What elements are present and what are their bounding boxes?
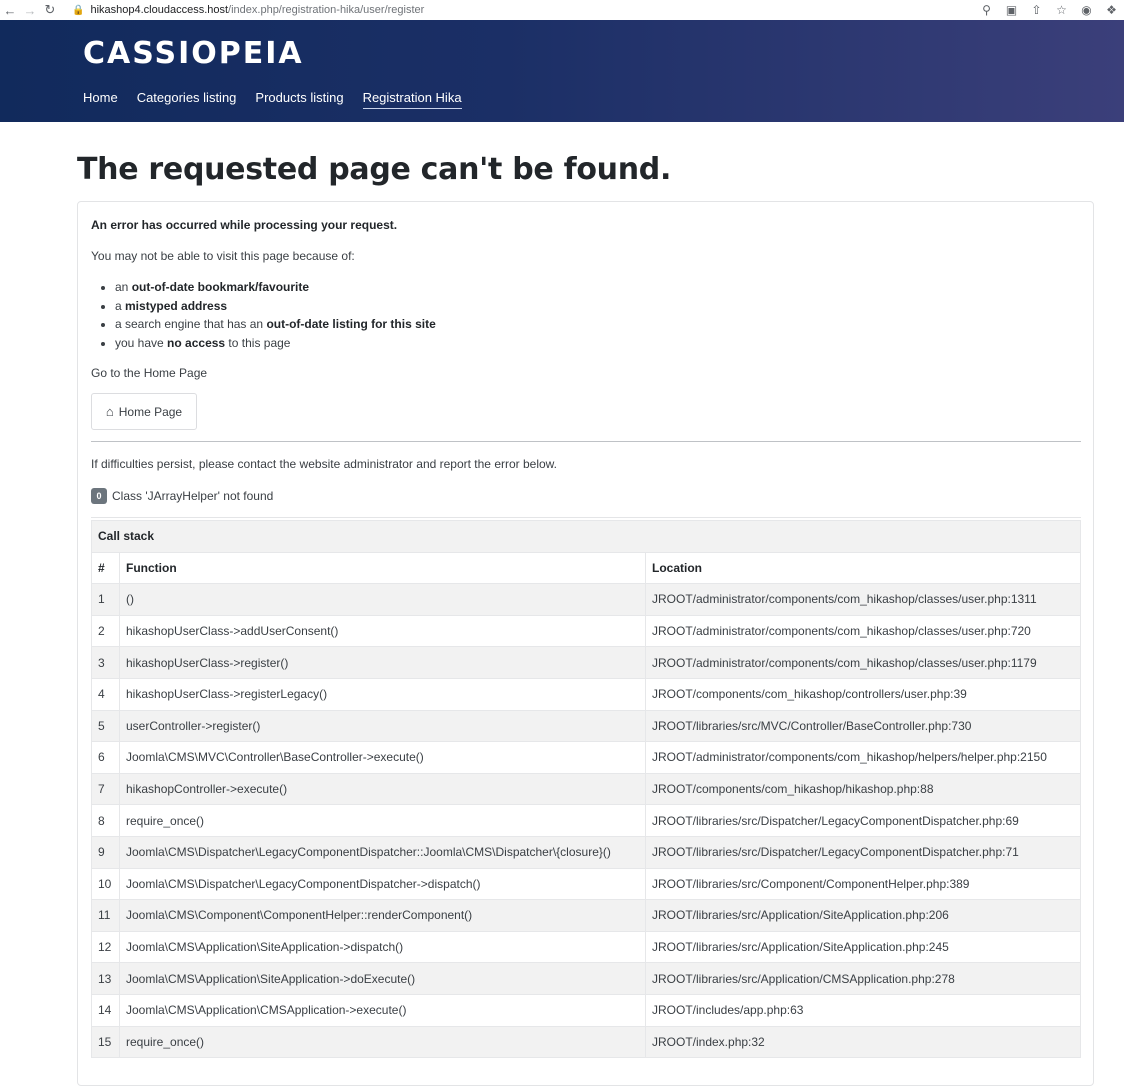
row-number: 5 <box>92 710 120 742</box>
divider <box>91 517 1081 518</box>
column-header-number: # <box>92 552 120 584</box>
column-header-location: Location <box>646 552 1081 584</box>
star-icon[interactable]: ☆ <box>1056 3 1067 17</box>
call-stack-body <box>92 584 1081 1058</box>
row-number: 10 <box>92 868 120 900</box>
main-menu <box>83 90 462 109</box>
menu-item-home[interactable]: Home <box>83 90 118 105</box>
camera-icon[interactable]: ◉ <box>1081 3 1092 17</box>
list-item: • a search engine that has an out-of-date listing for this site <box>115 315 436 334</box>
row-function: hikashopUserClass->register() <box>120 647 646 679</box>
row-number: 3 <box>92 647 120 679</box>
puzzle-icon[interactable]: ❖ <box>1106 3 1117 17</box>
row-location: JROOT/components/com_hikashop/controllers/user.php:39 <box>646 678 1081 710</box>
row-location: JROOT/administrator/components/com_hikashop/classes/user.php:720 <box>646 615 1081 647</box>
reason-intro: You may not be able to visit this page because of: <box>91 249 355 263</box>
row-location: JROOT/index.php:32 <box>646 1026 1081 1058</box>
row-number: 9 <box>92 836 120 868</box>
reason-list <box>90 278 436 352</box>
row-function: Joomla\CMS\MVC\Controller\BaseController->execute() <box>120 742 646 774</box>
error-message-line <box>91 488 273 504</box>
key-icon[interactable]: ⚲ <box>982 3 991 17</box>
row-number: 15 <box>92 1026 120 1058</box>
menu-item-registration-hika[interactable]: Registration Hika <box>363 90 462 109</box>
table-row <box>92 868 1081 900</box>
reload-icon[interactable]: ↻ <box>44 2 56 17</box>
browser-actions <box>974 0 1124 20</box>
row-number: 1 <box>92 584 120 616</box>
column-header-function: Function <box>120 552 646 584</box>
row-location: JROOT/administrator/components/com_hikashop/helpers/helper.php:2150 <box>646 742 1081 774</box>
back-arrow-icon[interactable]: ← <box>3 2 17 18</box>
site-header <box>0 20 1124 122</box>
table-header-row <box>92 552 1081 584</box>
row-location: JROOT/administrator/components/com_hikashop/classes/user.php:1179 <box>646 647 1081 679</box>
row-location: JROOT/components/com_hikashop/hikashop.php:88 <box>646 773 1081 805</box>
table-row <box>92 836 1081 868</box>
table-row <box>92 994 1081 1026</box>
table-row <box>92 678 1081 710</box>
call-stack-caption: Call stack <box>92 521 1081 553</box>
row-location: JROOT/libraries/src/MVC/Controller/BaseController.php:730 <box>646 710 1081 742</box>
row-location: JROOT/libraries/src/Dispatcher/LegacyComponentDispatcher.php:71 <box>646 836 1081 868</box>
url-host: hikashop4.cloudaccess.host <box>90 4 229 16</box>
table-row <box>92 931 1081 963</box>
row-function: hikashopUserClass->registerLegacy() <box>120 678 646 710</box>
list-item: • you have no access to this page <box>115 334 436 353</box>
table-row <box>92 805 1081 837</box>
row-location: JROOT/libraries/src/Application/SiteApplication.php:206 <box>646 900 1081 932</box>
lock-icon: 🔒 <box>72 4 85 16</box>
site-brand[interactable]: CASSIOPEIA <box>83 36 304 71</box>
error-code-badge: 0 <box>91 488 107 504</box>
table-row <box>92 742 1081 774</box>
row-number: 12 <box>92 931 120 963</box>
goto-home-text: Go to the Home Page <box>91 366 208 380</box>
page-title: The requested page can't be found. <box>77 152 672 187</box>
table-caption-row <box>92 521 1081 553</box>
table-row <box>92 963 1081 995</box>
error-lead: An error has occurred while processing your request. <box>91 218 398 232</box>
home-icon: ⌂ <box>105 404 114 419</box>
row-location: JROOT/libraries/src/Dispatcher/LegacyComponentDispatcher.php:69 <box>646 805 1081 837</box>
row-function: Joomla\CMS\Application\CMSApplication->execute() <box>120 994 646 1026</box>
row-number: 7 <box>92 773 120 805</box>
table-row <box>92 647 1081 679</box>
row-location: JROOT/administrator/components/com_hikashop/classes/user.php:1311 <box>646 584 1081 616</box>
row-number: 2 <box>92 615 120 647</box>
table-row <box>92 900 1081 932</box>
row-function: Joomla\CMS\Component\ComponentHelper::renderComponent() <box>120 900 646 932</box>
home-page-button[interactable] <box>91 393 197 430</box>
share-icon[interactable]: ⇧ <box>1031 3 1042 17</box>
forward-arrow-icon[interactable]: → <box>23 2 37 18</box>
row-function: Joomla\CMS\Application\SiteApplication->doExecute() <box>120 963 646 995</box>
row-function: userController->register() <box>120 710 646 742</box>
menu-item-categories-listing[interactable]: Categories listing <box>136 90 237 105</box>
browser-toolbar <box>0 0 1124 20</box>
table-row <box>92 710 1081 742</box>
row-number: 14 <box>92 994 120 1026</box>
row-function: Joomla\CMS\Dispatcher\LegacyComponentDispatcher::Joomla\CMS\Dispatcher\{closure}() <box>120 836 646 868</box>
table-row <box>92 1026 1081 1058</box>
row-number: 6 <box>92 742 120 774</box>
row-number: 8 <box>92 805 120 837</box>
list-item: • an out-of-date bookmark/favourite <box>115 278 436 297</box>
row-location: JROOT/libraries/src/Component/ComponentHelper.php:389 <box>646 868 1081 900</box>
row-function: Joomla\CMS\Application\SiteApplication->dispatch() <box>120 931 646 963</box>
row-number: 11 <box>92 900 120 932</box>
persist-text: If difficulties persist, please contact the website administrator and report the error below. <box>91 457 558 471</box>
row-location: JROOT/includes/app.php:63 <box>646 994 1081 1026</box>
row-function: require_once() <box>120 805 646 837</box>
row-number: 13 <box>92 963 120 995</box>
url-path: /index.php/registration-hika/user/register <box>228 4 425 16</box>
row-number: 4 <box>92 678 120 710</box>
row-function: () <box>120 584 646 616</box>
row-location: JROOT/libraries/src/Application/CMSApplication.php:278 <box>646 963 1081 995</box>
home-page-button-label: Home Page <box>118 404 183 419</box>
menu-item-products-listing[interactable]: Products listing <box>255 90 344 105</box>
error-message: Class 'JArrayHelper' not found <box>112 489 274 503</box>
address-bar[interactable] <box>72 4 424 16</box>
error-card <box>77 201 1094 1086</box>
row-function: hikashopController->execute() <box>120 773 646 805</box>
list-item: • a mistyped address <box>115 297 436 316</box>
call-stack-table <box>91 520 1081 1058</box>
row-function: require_once() <box>120 1026 646 1058</box>
table-row <box>92 773 1081 805</box>
translate-icon[interactable]: ▣ <box>1005 3 1018 17</box>
row-function: hikashopUserClass->addUserConsent() <box>120 615 646 647</box>
divider <box>91 441 1081 442</box>
row-function: Joomla\CMS\Dispatcher\LegacyComponentDispatcher->dispatch() <box>120 868 646 900</box>
row-location: JROOT/libraries/src/Application/SiteApplication.php:245 <box>646 931 1081 963</box>
table-row <box>92 615 1081 647</box>
table-row <box>92 584 1081 616</box>
